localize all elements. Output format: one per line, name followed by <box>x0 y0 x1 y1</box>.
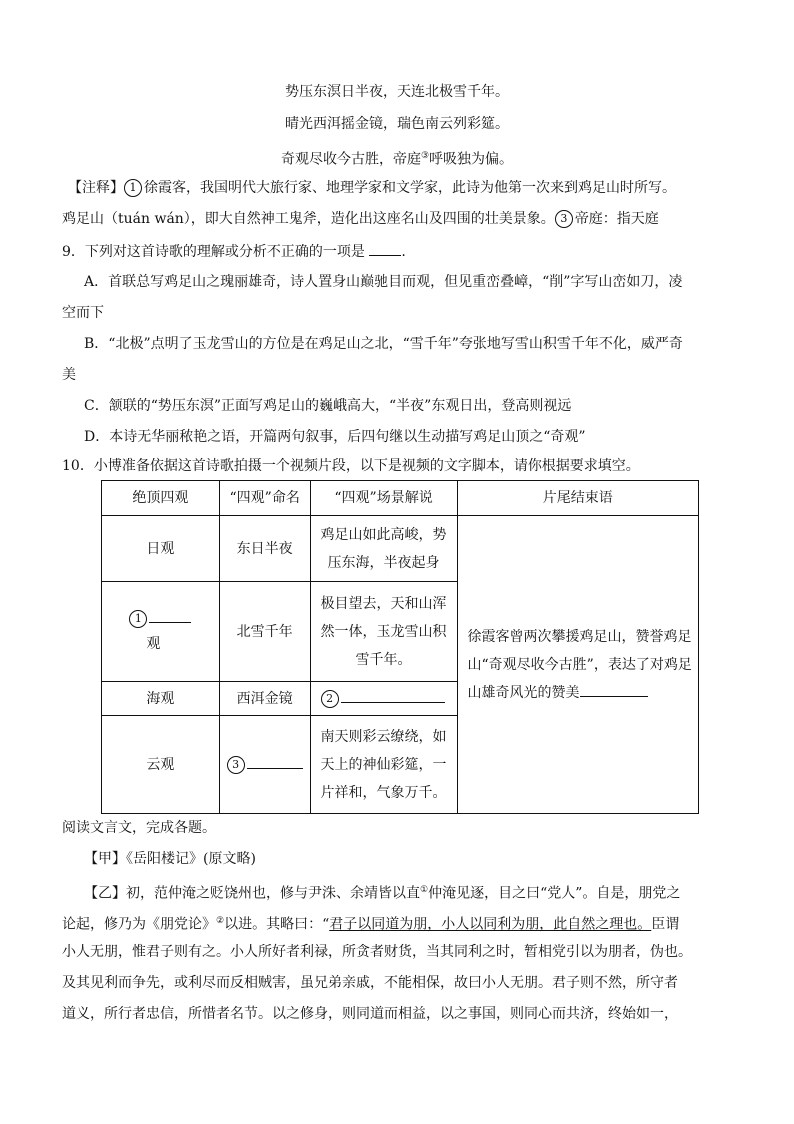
reading-yi-line-1 <box>84 880 680 904</box>
reading-intro: 阅读文言文，完成各题。 <box>62 820 216 836</box>
scene-cell: 鸡足山如此高峻，势压东海，半夜起身 <box>310 516 457 582</box>
q9-stem-end: . <box>401 244 406 260</box>
view-cell: 云观 <box>102 716 220 814</box>
q10-stem: 10．小博准备依据这首诗歌拍摄一个视频片段，以下是视频的文字脚本，请你根据要求填空。 <box>62 458 640 474</box>
name-cell: 北雪千年 <box>219 582 310 682</box>
q9-stem <box>62 240 406 262</box>
yi-text: 初，范仲淹之贬饶州也，修与尹洙、余靖皆以直 <box>126 885 420 902</box>
poem-line-3-text-b: 呼吸独为偏。 <box>429 151 514 168</box>
blank-2[interactable] <box>341 687 445 703</box>
blank-circle-3: 3 <box>227 756 245 774</box>
scene-cell: 南天则彩云缭绕，如天上的神仙彩筵，一片祥和，气象万千。 <box>310 716 457 814</box>
blank-1[interactable] <box>149 607 191 623</box>
yi-text: 仲淹见逐，目之曰“党人”。自是，朋党之 <box>428 885 681 902</box>
header-cell: “四观”命名 <box>219 481 310 516</box>
poem-line-3 <box>0 146 794 170</box>
note-line-2 <box>62 209 659 229</box>
yi-text: 以进。其略曰：“ <box>224 916 330 933</box>
note-text-2: 鸡足山（tuán wán），即大自然神工鬼斧，造化出这座名山及四围的壮美景象。 <box>62 211 555 227</box>
yi-text: 论起，修乃为《朋党论》 <box>62 916 216 933</box>
blank-3[interactable] <box>247 753 303 769</box>
q9-option-c: C．颔联的“势压东溟”正面写鸡足山的巍峨高大，“半夜”东观日出，登高则视远 <box>84 398 572 414</box>
reading-yi-line-3: 小人无朋，惟君子则有之。小人所好者利禄，所贪者财货，当其同利之时，暂相党引以为朋者，伪也。 <box>62 944 692 960</box>
yi-label: 【乙】 <box>84 885 126 902</box>
note-circle-3: 3 <box>555 210 573 228</box>
header-cell: 片尾结束语 <box>457 481 699 516</box>
table-row <box>102 516 699 582</box>
table-header-row <box>102 481 699 516</box>
view-cell: 日观 <box>102 516 220 582</box>
q9-answer-blank[interactable] <box>369 240 401 256</box>
video-script-table <box>101 480 699 814</box>
poem-line-1: 势压东溟日半夜，天连北极雪千年。 <box>285 84 509 100</box>
q9-option-b-line-2: 美 <box>62 367 76 383</box>
q9-option-b-line-1: B．“北极”点明了玉龙雪山的方位是在鸡足山之北，“雪千年”夸张地写雪山积雪千年不化，威严奇 <box>84 336 683 352</box>
q9-option-d: D．本诗无华丽秾艳之语，开篇两句叙事，后四句继以生动描写鸡足山顶之“奇观” <box>84 429 586 445</box>
reading-yi-line-2 <box>62 911 679 935</box>
footnote-mark: ③ <box>420 151 430 161</box>
reading-yi-line-4: 及其见利而争先，或利尽而反相贼害，虽兄弟亲戚，不能相保，故曰小人无朋。君子则不然，所守者 <box>62 975 678 991</box>
reading-yi-line-5: 道义，所行者忠信，所惜者名节。以之修身，则同道而相益，以之事国，则同心而共济，终始如一， <box>62 1006 678 1022</box>
footnote-mark: ② <box>216 916 225 926</box>
reading-jia: 【甲】《岳阳楼记》(原文略) <box>84 851 256 867</box>
q9-option-a-line-1: A．首联总写鸡足山之瑰丽雄奇，诗人置身山巅驰目而观，但见重峦叠嶂，“削”字写山峦如刀，凌 <box>84 274 683 290</box>
name-cell: 东日半夜 <box>219 516 310 582</box>
blank-circle-1: 1 <box>129 610 147 628</box>
name-cell: 西洱金镜 <box>219 682 310 716</box>
note-circle-1: 1 <box>124 179 142 197</box>
footnote-mark: ① <box>420 885 429 895</box>
note-text-3: 帝庭：指天庭 <box>574 211 659 227</box>
poem-line-3-text-a: 奇观尽收今古胜，帝庭 <box>280 151 421 168</box>
note-label: 【注释】 <box>68 180 124 196</box>
yi-text: 臣谓 <box>651 916 680 933</box>
q9-stem-text: 9．下列对这首诗歌的理解或分析不正确的一项是 <box>62 244 365 260</box>
note-line-1 <box>68 178 676 198</box>
poem-line-2: 晴光西洱摇金镜，瑞色南云列彩筵。 <box>285 116 509 132</box>
scene-cell: 极目望去，天和山浑然一体，玉龙雪山积雪千年。 <box>310 582 457 682</box>
note-text-1: 徐霞客，我国明代大旅行家、地理学家和文学家，此诗为他第一次来到鸡足山时所写。 <box>144 180 676 196</box>
view-suffix: 观 <box>146 635 161 652</box>
view-cell <box>102 582 220 682</box>
ending-cell <box>457 516 699 814</box>
name-cell <box>219 716 310 814</box>
scene-cell <box>310 682 457 716</box>
underlined-sentence: 君子以同道为朋，小人以同利为朋，此自然之理也。 <box>329 916 652 933</box>
header-cell: “四观”场景解说 <box>310 481 457 516</box>
ending-blank[interactable] <box>580 681 648 697</box>
blank-circle-2: 2 <box>321 690 339 708</box>
view-cell: 海观 <box>102 682 220 716</box>
header-cell: 绝顶四观 <box>102 481 220 516</box>
ending-text: 徐霞客曾两次攀援鸡足山，赞誉鸡足山“奇观尽收今古胜”，表达了对鸡足山雄奇风光的赞美 <box>467 628 692 701</box>
q9-option-a-line-2: 空而下 <box>62 305 104 321</box>
